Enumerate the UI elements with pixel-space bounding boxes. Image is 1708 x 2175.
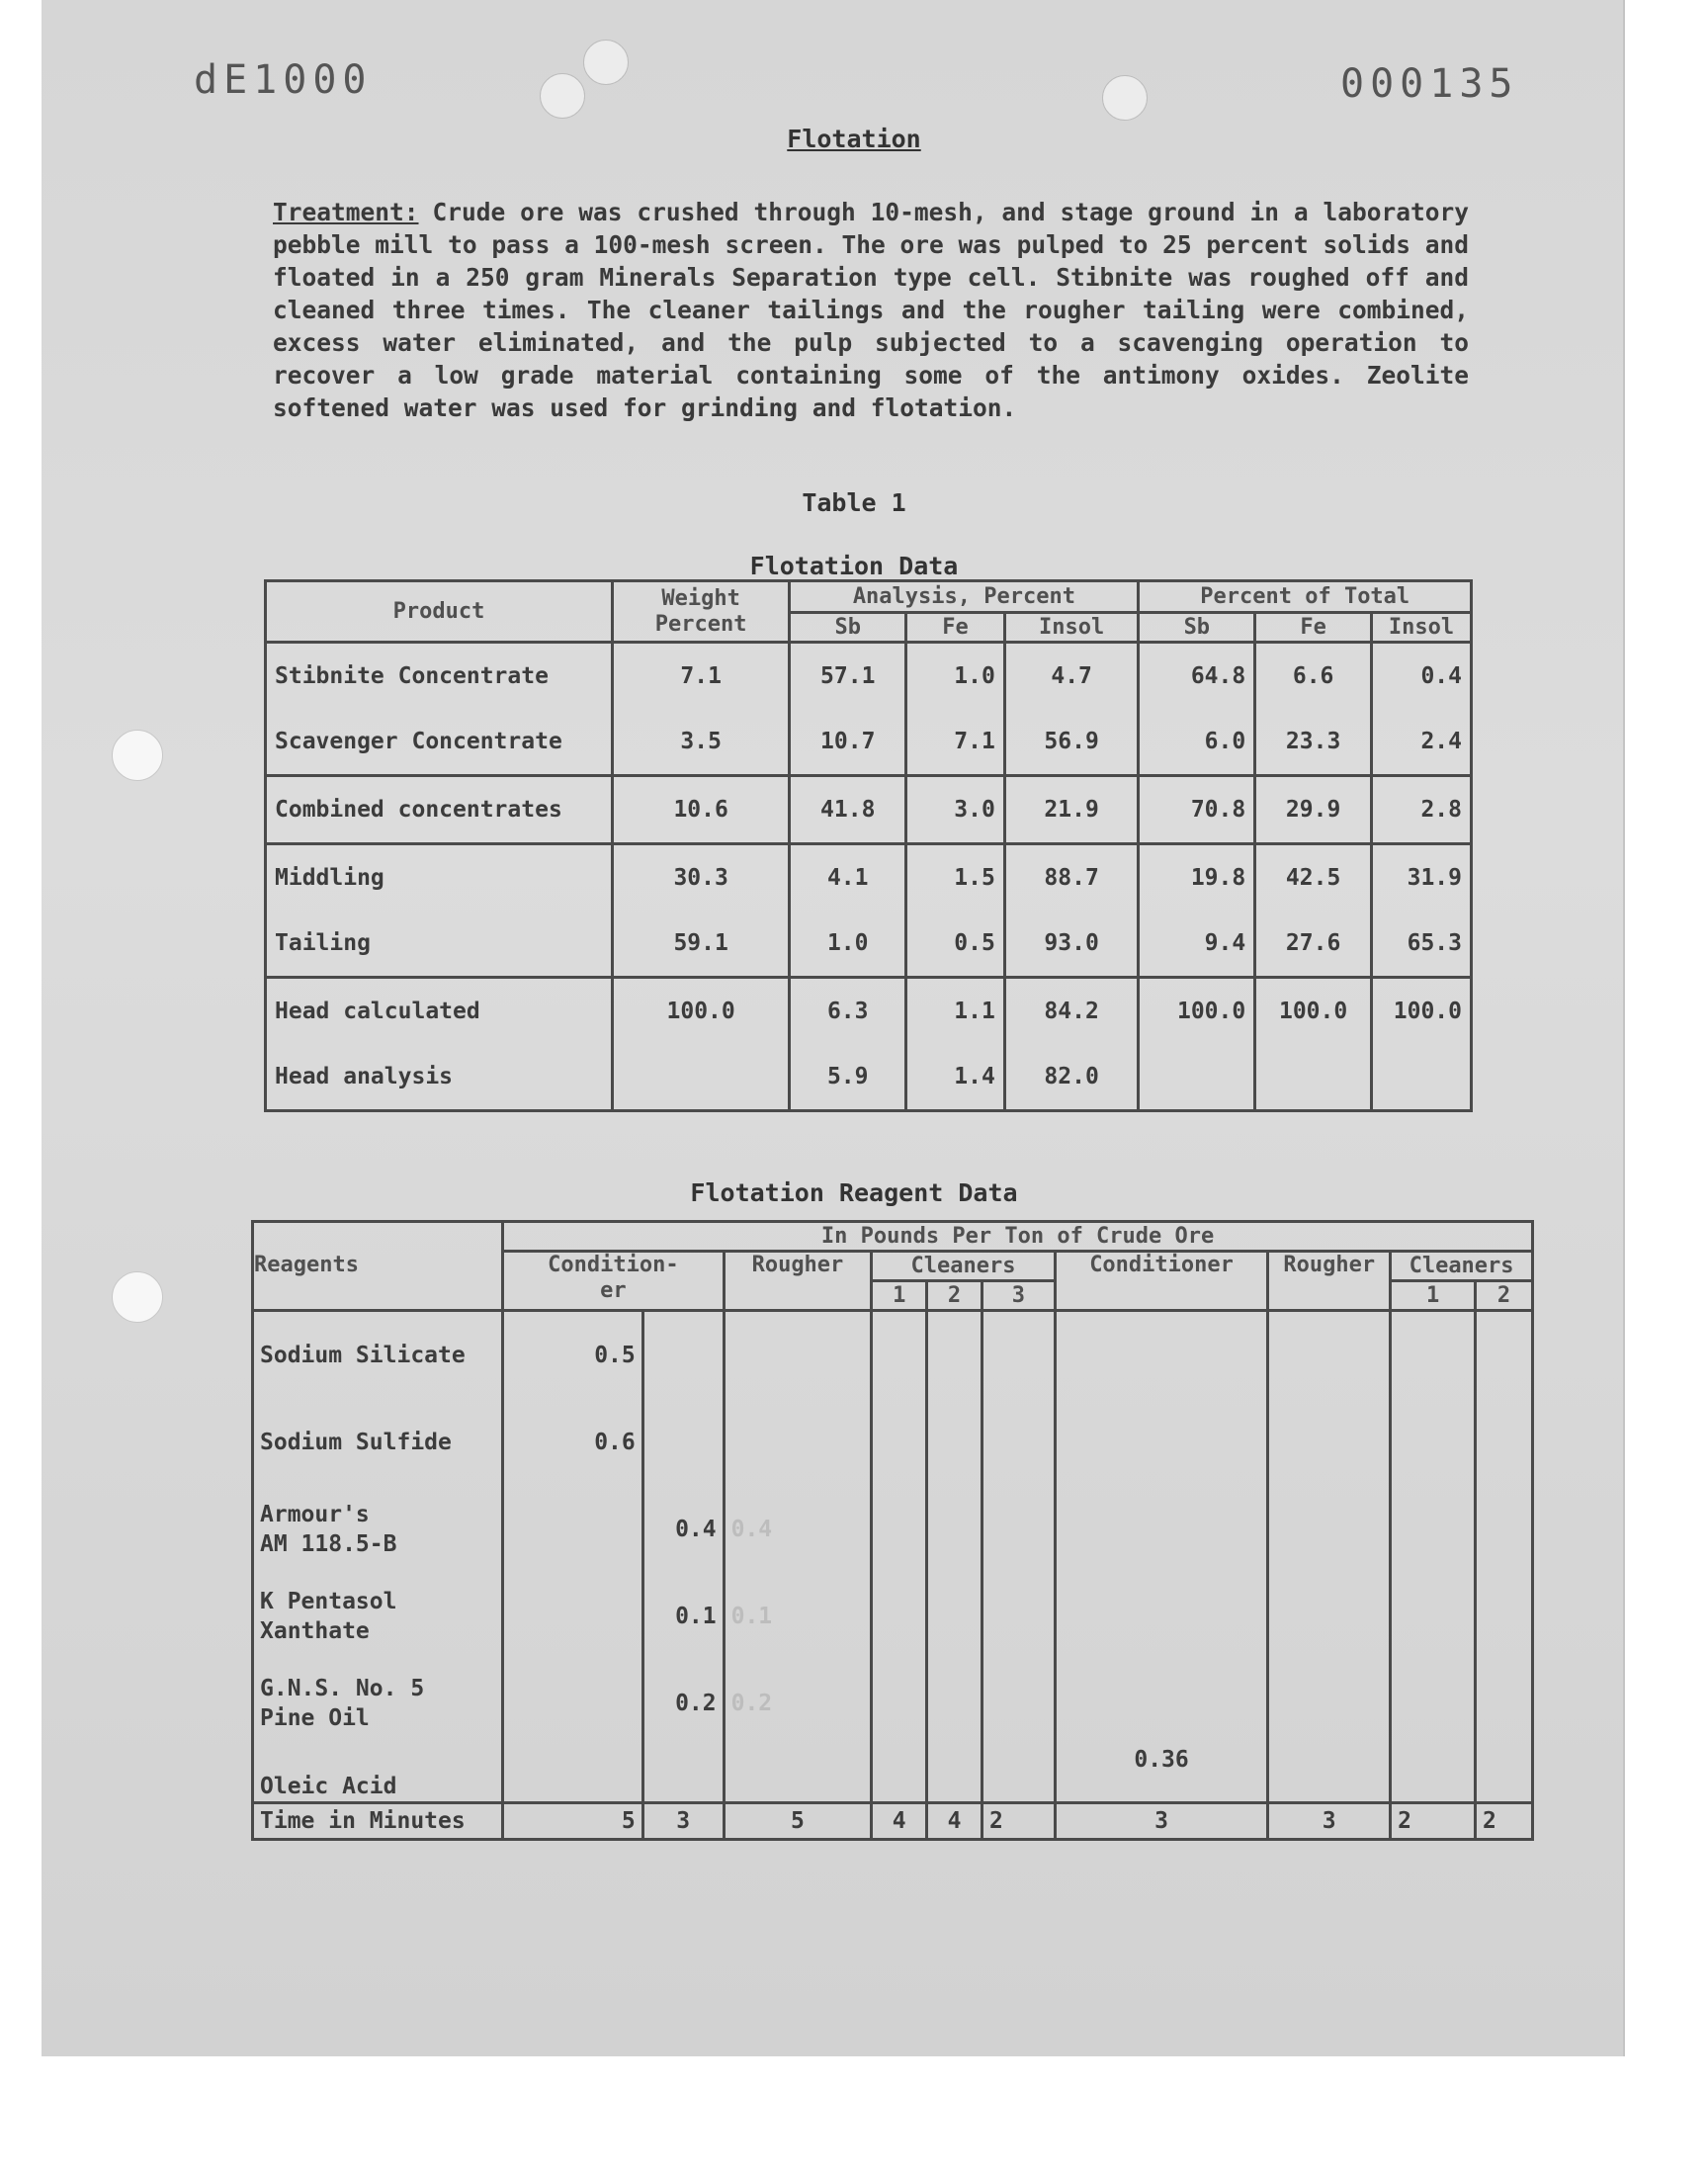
reagent-row [253, 1573, 1533, 1660]
cell-conditioner-b: 0.4 [642, 1486, 724, 1573]
cell-t-sb: 9.4 [1139, 911, 1255, 978]
cell-a-sb: 41.8 [790, 776, 906, 844]
header-total-insol: Insol [1372, 613, 1472, 643]
time-rougher-2: 3 [1268, 1802, 1391, 1839]
cell-t-insol: 0.4 [1372, 643, 1472, 710]
cell-a-insol: 21.9 [1004, 776, 1139, 844]
time-conditioner-2: 3 [1055, 1802, 1268, 1839]
table-row [266, 643, 1472, 710]
header-reagents: Reagents [253, 1222, 503, 1311]
header-conditioner-line2: er [600, 1278, 627, 1303]
document-code: dE1000 [194, 57, 373, 103]
cell-weight [612, 1044, 789, 1111]
time-conditioner-b: 3 [642, 1802, 724, 1839]
cell-t-insol: 31.9 [1372, 844, 1472, 912]
time-cleaner-2: 4 [927, 1802, 982, 1839]
header-cleaner-b1: 1 [1391, 1281, 1476, 1311]
reagent-name [253, 1573, 503, 1660]
cell-a-insol: 4.7 [1004, 643, 1139, 710]
table-row [266, 978, 1472, 1045]
cell-t-fe: 23.3 [1255, 709, 1372, 776]
cell-t-insol [1372, 1044, 1472, 1111]
cell-a-sb: 57.1 [790, 643, 906, 710]
header-weight-line1: Weight [661, 585, 740, 611]
cell-t-sb: 19.8 [1139, 844, 1255, 912]
binder-hole-lower [112, 1271, 163, 1323]
header-cleaner-1: 1 [872, 1281, 927, 1311]
table-row [266, 709, 1472, 776]
cell-a-fe: 1.5 [906, 844, 1005, 912]
cell-rougher [724, 1399, 872, 1486]
cell-weight: 59.1 [612, 911, 789, 978]
cell-t-fe: 27.6 [1255, 911, 1372, 978]
cell-t-fe [1255, 1044, 1372, 1111]
binder-hole-upper [112, 730, 163, 781]
header-conditioner [503, 1252, 724, 1311]
cell-product: Head calculated [266, 978, 613, 1045]
header-analysis: Analysis, Percent [790, 581, 1139, 613]
flotation-reagent-table [251, 1220, 1534, 1841]
reagent-name [253, 1486, 503, 1573]
header-conditioner-line1: Condition- [548, 1253, 679, 1277]
header-conditioner-2: Conditioner [1055, 1252, 1268, 1311]
reagent-name-line1: G.N.S. No. 5 [260, 1676, 425, 1701]
reagent-name: Oleic Acid [253, 1747, 503, 1802]
table-row [266, 844, 1472, 912]
header-total-fe: Fe [1255, 613, 1372, 643]
cell-a-insol: 93.0 [1004, 911, 1139, 978]
punch-hole-top-right [1102, 75, 1148, 121]
cell-weight: 3.5 [612, 709, 789, 776]
time-conditioner-a: 5 [503, 1802, 643, 1839]
header-cleaners-2: Cleaners [1391, 1252, 1533, 1281]
cell-t-sb: 100.0 [1139, 978, 1255, 1045]
cell-t-fe: 42.5 [1255, 844, 1372, 912]
table-row [266, 911, 1472, 978]
header-cleaner-b2: 2 [1475, 1281, 1532, 1311]
cell-t-insol: 100.0 [1372, 978, 1472, 1045]
cell-t-sb: 6.0 [1139, 709, 1255, 776]
cell-rougher: 0.2 [724, 1660, 872, 1747]
page-number: 000135 [1340, 61, 1519, 107]
cell-t-fe: 29.9 [1255, 776, 1372, 844]
time-cleaner-b1: 2 [1391, 1802, 1476, 1839]
reagent-name [253, 1311, 503, 1400]
cell-conditioner-b [642, 1399, 724, 1486]
time-label: Time in Minutes [253, 1802, 503, 1839]
reagent-row [253, 1747, 1533, 1802]
cell-t-sb: 64.8 [1139, 643, 1255, 710]
table-row [266, 776, 1472, 844]
time-rougher: 5 [724, 1802, 872, 1839]
table1-label: Table 1 [802, 488, 906, 517]
table1-caption: Flotation Data [749, 552, 959, 580]
cell-weight: 10.6 [612, 776, 789, 844]
page-title: Flotation [787, 125, 921, 153]
cell-t-sb: 70.8 [1139, 776, 1255, 844]
flotation-data-table [264, 579, 1473, 1112]
reagent-name [253, 1399, 503, 1486]
cell-conditioner-a [503, 1660, 643, 1747]
reagent-name-line2: Xanthate [260, 1618, 370, 1644]
cell-weight: 7.1 [612, 643, 789, 710]
table2-caption: Flotation Reagent Data [690, 1178, 1018, 1207]
reagent-name-line1: Sodium Silicate [260, 1343, 466, 1368]
reagent-name-line1: Armour's [260, 1502, 370, 1527]
cell-conditioner-a [503, 1486, 643, 1573]
cell-t-insol: 2.4 [1372, 709, 1472, 776]
cell-rougher [724, 1311, 872, 1400]
table-row [266, 1044, 1472, 1111]
cell-a-fe: 3.0 [906, 776, 1005, 844]
cell-t-fe: 6.6 [1255, 643, 1372, 710]
cell-product: Stibnite Concentrate [266, 643, 613, 710]
cell-product: Combined concentrates [266, 776, 613, 844]
punch-hole-top-left [583, 40, 629, 85]
cell-a-sb: 4.1 [790, 844, 906, 912]
cell-t-fe: 100.0 [1255, 978, 1372, 1045]
header-rougher: Rougher [724, 1252, 872, 1311]
header-product: Product [266, 581, 613, 643]
cell-conditioner-a: 0.6 [503, 1399, 643, 1486]
cell-conditioner-2: 0.36 [1055, 1747, 1268, 1802]
cell-t-insol: 65.3 [1372, 911, 1472, 978]
cell-t-sb [1139, 1044, 1255, 1111]
cell-a-fe: 7.1 [906, 709, 1005, 776]
cell-product: Middling [266, 844, 613, 912]
time-cleaner-b2: 2 [1475, 1802, 1532, 1839]
cell-a-fe: 1.0 [906, 643, 1005, 710]
treatment-text: Crude ore was crushed through 10-mesh, and stage ground in a laboratory pebble mill to pass a 100-mesh screen. The ore was pulped to 25 percent solids and floated in a 250 gram Minerals Separation type cell. Stibnite was roughed off and cleaned three times. The cleaner tailings and the rougher tailing were combined, excess water eliminated, and the pulp subjected to a scavenging operation to recover a low grade material containing some of the antimony oxides. Zeolite softened water was used for grinding and flotation. [273, 198, 1469, 422]
header-cleaners: Cleaners [872, 1252, 1055, 1281]
cell-a-fe: 1.1 [906, 978, 1005, 1045]
punch-hole-top-mid [540, 73, 585, 119]
header-cleaner-3: 3 [982, 1281, 1055, 1311]
cell-a-sb: 10.7 [790, 709, 906, 776]
cell-weight: 30.3 [612, 844, 789, 912]
reagent-row [253, 1311, 1533, 1400]
cell-conditioner-b [642, 1311, 724, 1400]
reagent-name-line2: Pine Oil [260, 1705, 370, 1731]
cell-a-fe: 1.4 [906, 1044, 1005, 1111]
cell-product: Tailing [266, 911, 613, 978]
header-total-sb: Sb [1139, 613, 1255, 643]
reagent-name [253, 1660, 503, 1747]
treatment-paragraph [273, 196, 1469, 424]
time-row [253, 1802, 1533, 1839]
cell-a-sb: 6.3 [790, 978, 906, 1045]
cell-conditioner-a: 0.5 [503, 1311, 643, 1400]
header-analysis-fe: Fe [906, 613, 1005, 643]
cell-conditioner-a [503, 1573, 643, 1660]
header-units: In Pounds Per Ton of Crude Ore [503, 1222, 1533, 1252]
cell-a-insol: 88.7 [1004, 844, 1139, 912]
reagent-row [253, 1660, 1533, 1747]
reagent-name-line1: Sodium Sulfide [260, 1430, 452, 1455]
cell-rougher: 0.1 [724, 1573, 872, 1660]
cell-conditioner-b: 0.2 [642, 1660, 724, 1747]
time-cleaner-1: 4 [872, 1802, 927, 1839]
header-percent-total: Percent of Total [1139, 581, 1472, 613]
reagent-row [253, 1486, 1533, 1573]
cell-product: Head analysis [266, 1044, 613, 1111]
cell-a-insol: 82.0 [1004, 1044, 1139, 1111]
header-rougher-2: Rougher [1268, 1252, 1391, 1311]
reagent-name-line2: AM 118.5-B [260, 1531, 397, 1557]
cell-weight: 100.0 [612, 978, 789, 1045]
cell-a-sb: 1.0 [790, 911, 906, 978]
treatment-lead: Treatment: [273, 198, 419, 226]
header-analysis-insol: Insol [1004, 613, 1139, 643]
time-cleaner-3: 2 [982, 1802, 1055, 1839]
cell-rougher: 0.4 [724, 1486, 872, 1573]
cell-t-insol: 2.8 [1372, 776, 1472, 844]
cell-conditioner-b: 0.1 [642, 1573, 724, 1660]
header-weight-percent [612, 581, 789, 643]
cell-product: Scavenger Concentrate [266, 709, 613, 776]
cell-a-insol: 56.9 [1004, 709, 1139, 776]
header-analysis-sb: Sb [790, 613, 906, 643]
reagent-row [253, 1399, 1533, 1486]
header-weight-line2: Percent [654, 611, 747, 637]
cell-a-fe: 0.5 [906, 911, 1005, 978]
cell-a-insol: 84.2 [1004, 978, 1139, 1045]
reagent-name-line1: K Pentasol [260, 1589, 397, 1614]
header-cleaner-2: 2 [927, 1281, 982, 1311]
cell-a-sb: 5.9 [790, 1044, 906, 1111]
